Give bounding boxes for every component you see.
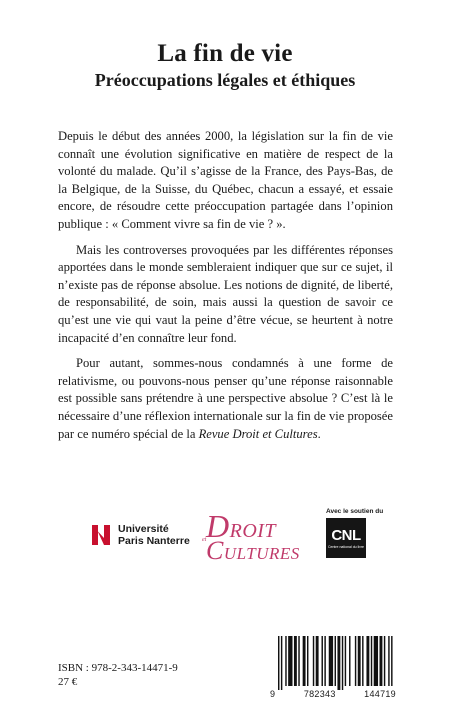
barcode-bar (303, 636, 306, 686)
barcode-group-1: 782343 (303, 689, 336, 699)
barcode-bar (285, 636, 286, 686)
cultures-wordmark (206, 536, 300, 566)
upn-wordmark (118, 523, 190, 547)
barcode-bar (313, 636, 314, 686)
barcode-lead-digit: 9 (270, 689, 276, 699)
blurb-paragraph-3 (58, 355, 393, 443)
barcode-bar (316, 636, 319, 686)
universite-paris-nanterre-logo (90, 522, 190, 548)
barcode-bar (391, 636, 392, 686)
barcode-bar (371, 636, 372, 686)
barcode-bar (324, 636, 325, 686)
barcode-bar (388, 636, 389, 686)
blurb-paragraph-3-end: . (317, 426, 321, 441)
droit-rest: ROIT (229, 520, 277, 542)
barcode-bar (380, 636, 383, 686)
upn-line-2: Paris Nanterre (118, 535, 190, 547)
isbn-number: ISBN : 978-2-343-14471-9 (58, 662, 178, 674)
upn-n-icon (90, 522, 112, 548)
droit-et-connector: et (202, 537, 207, 543)
barcode-group-2: 144719 (364, 689, 396, 699)
barcode-bar (342, 636, 343, 690)
barcode-bar (374, 636, 378, 686)
isbn-block (58, 661, 178, 689)
barcode-bar (355, 636, 356, 686)
barcode-bar (298, 636, 299, 686)
barcode-bar (337, 636, 340, 690)
droit-et-cultures-logo (202, 508, 304, 570)
book-title: La fin de vie (157, 40, 293, 67)
barcode-digits (270, 689, 396, 700)
barcode-bar (384, 636, 385, 686)
barcode-bar (281, 636, 282, 690)
cultures-rest: ULTURES (223, 544, 300, 563)
price: 27 € (58, 676, 78, 688)
blurb (58, 128, 393, 451)
journal-name: Revue Droit et Cultures (198, 426, 318, 441)
book-subtitle: Préoccupations légales et éthiques (94, 70, 356, 90)
barcode-bar (335, 636, 336, 686)
barcode-bar (345, 636, 346, 686)
barcode-bar (322, 636, 323, 686)
cultures-initial: C (206, 536, 224, 565)
barcode-bar (366, 636, 369, 686)
barcode (270, 636, 396, 702)
droit-initial: D (206, 508, 230, 544)
barcode-bar (307, 636, 308, 686)
cnl-logo (326, 508, 386, 568)
cnl-caption: Avec le soutien du (326, 508, 384, 515)
partner-logos (90, 508, 390, 568)
barcode-bar (329, 636, 333, 686)
cnl-subtitle: Centre national du livre (328, 544, 364, 549)
barcode-bar (362, 636, 363, 686)
barcode-bar (288, 636, 292, 686)
blurb-paragraph-1: Depuis le début des années 2000, la législation sur la fin de vie connaît une évolution significative en matière de respect de la volonté du malade. Qu’il s’agisse de la France, des Pays-Bas, de la Belgique, de la Suisse, du Québec, chacun a essayé, et essaie encore, de résoudre cette préoccupation partagée dans l’opinion publique : « Comment vivre sa fin de vie ? ». (58, 129, 393, 231)
barcode-bar (358, 636, 361, 686)
barcode-bar (278, 636, 279, 690)
barcode-bar (349, 636, 350, 686)
barcode-bars (270, 636, 396, 690)
cnl-letters: CNL (331, 526, 361, 544)
blurb-paragraph-2: Mais les controverses provoquées par les différentes réponses apportées dans le monde sembleraient indiquer que sur ce sujet, il n’existe pas de réponse absolue. Les notions de dignité, de liberté, de responsabilité, de soin, mais aussi la question de savoir ce qu’est une vie qui vaut la peine d’être vécue, se heurtent à notre incapacité d’en connaître leur fond. (58, 242, 393, 345)
upn-line-1: Université (118, 523, 169, 535)
barcode-bar (294, 636, 297, 686)
blurb-paragraph-3-text: Pour autant, sommes-nous condamnés à une forme de relativisme, ou pouvons-nous penser qu’une réponse raisonnable est possible sans prétendre à une perspective absolue ? C’est là le nécessaire d’une réflexion internationale sur la fin de vie proposée par ce numéro spécial de la (58, 356, 393, 441)
cnl-badge (326, 518, 366, 558)
